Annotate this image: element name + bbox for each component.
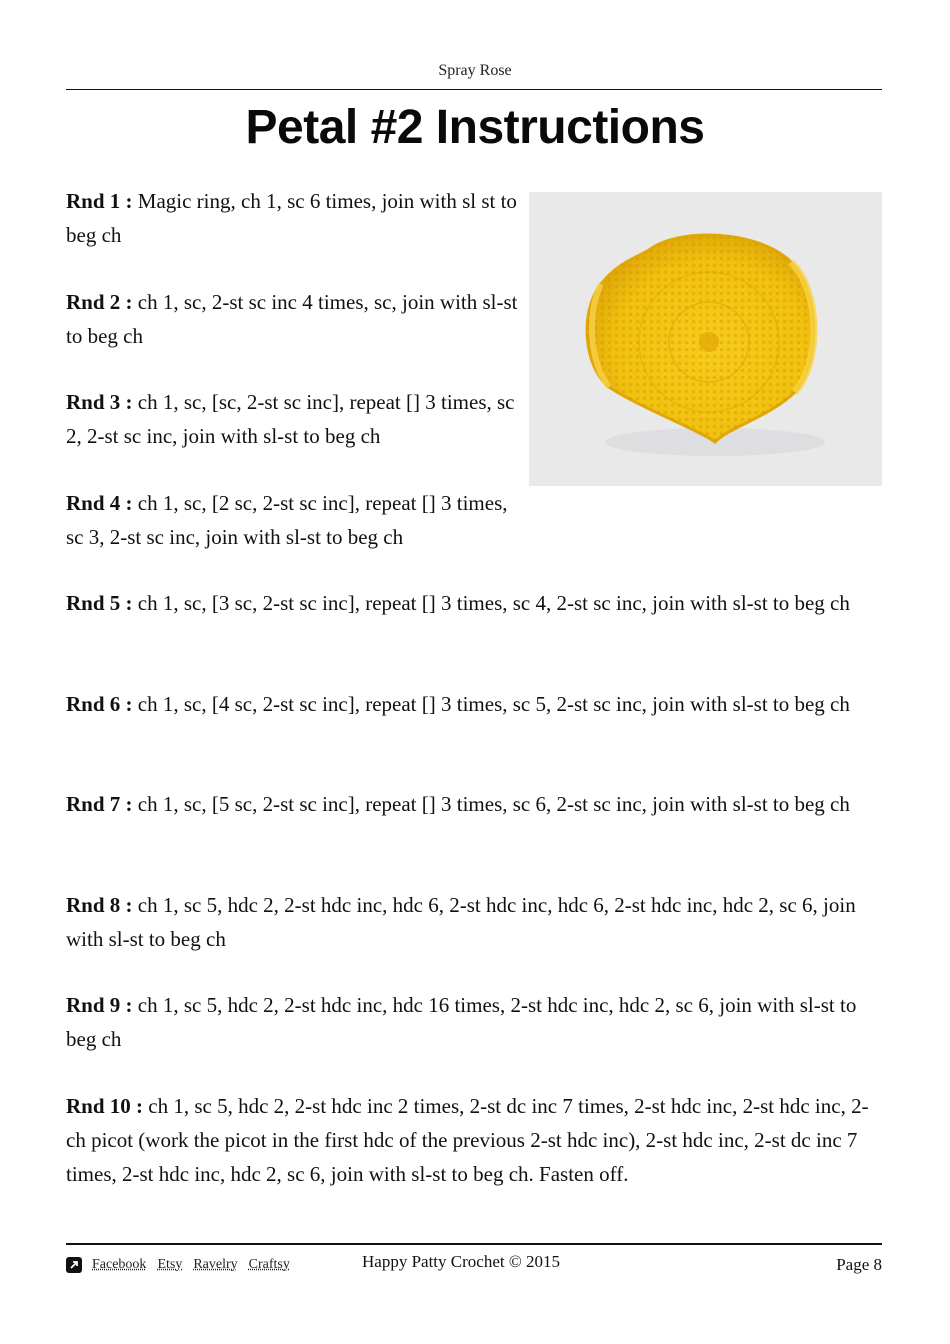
page-title: Petal #2 Instructions — [245, 101, 705, 154]
round-label: Rnd 10 : — [66, 1094, 144, 1118]
round-5 — [66, 586, 884, 620]
round-label: Rnd 6 : — [66, 692, 133, 716]
round-text: ch 1, sc 5, hdc 2, 2-st hdc inc, hdc 16 times, 2-st hdc inc, hdc 2, sc 6, join with sl-st to beg ch — [66, 993, 857, 1051]
round-text: ch 1, sc, [2 sc, 2-st sc inc], repeat [] 3 times, sc 3, 2-st sc inc, join with sl-st to beg ch — [66, 491, 508, 549]
round-10 — [66, 1089, 884, 1191]
header-rule — [66, 89, 882, 90]
round-label: Rnd 4 : — [66, 491, 133, 515]
external-link-icon — [66, 1257, 82, 1273]
round-text: ch 1, sc, [5 sc, 2-st sc inc], repeat [] 3 times, sc 6, 2-st sc inc, join with sl-st to beg ch — [132, 792, 850, 816]
round-label: Rnd 9 : — [66, 993, 133, 1017]
page-number: Page 8 — [836, 1255, 882, 1274]
crochet-petal-image — [529, 192, 882, 486]
footer-links — [66, 1255, 301, 1275]
craftsy-link[interactable]: Craftsy — [248, 1257, 290, 1272]
round-4 — [66, 486, 528, 554]
round-text: ch 1, sc, [sc, 2-st sc inc], repeat [] 3 times, sc 2, 2-st sc inc, join with sl-st to beg ch — [66, 390, 515, 448]
round-1 — [66, 184, 528, 252]
round-label: Rnd 8 : — [66, 893, 133, 917]
round-label: Rnd 1 : — [66, 189, 133, 213]
round-label: Rnd 7 : — [66, 792, 133, 816]
round-text: ch 1, sc, [3 sc, 2-st sc inc], repeat [] 3 times, sc 4, 2-st sc inc, join with sl-st to beg ch — [132, 591, 850, 615]
header-title: Spray Rose — [438, 62, 512, 79]
round-text: ch 1, sc 5, hdc 2, 2-st hdc inc 2 times, 2-st dc inc 7 times, 2-st hdc inc, 2-st hdc inc, 2-ch picot (work the picot in the first hdc of the previous 2-st hdc inc), 2-st hdc inc, 2-st dc inc 7 times, 2-st hdc inc, hdc 2, sc 6, join with sl-st to beg ch. Fasten off. — [66, 1094, 869, 1186]
ravelry-link[interactable]: Ravelry — [193, 1257, 238, 1272]
copyright: Happy Patty Crochet © 2015 — [362, 1252, 560, 1271]
footer-rule — [66, 1243, 882, 1245]
round-text: ch 1, sc, [4 sc, 2-st sc inc], repeat [] 3 times, sc 5, 2-st sc inc, join with sl-st to beg ch — [132, 692, 850, 716]
round-6 — [66, 687, 884, 721]
round-9 — [66, 988, 884, 1056]
petal-photo — [529, 192, 882, 486]
etsy-link[interactable]: Etsy — [157, 1257, 183, 1272]
round-2 — [66, 285, 528, 353]
round-label: Rnd 5 : — [66, 591, 133, 615]
round-label: Rnd 3 : — [66, 390, 133, 414]
round-text: ch 1, sc, 2-st sc inc 4 times, sc, join with sl-st to beg ch — [66, 290, 518, 348]
facebook-link[interactable]: Facebook — [92, 1257, 147, 1272]
round-3 — [66, 385, 528, 453]
round-text: ch 1, sc 5, hdc 2, 2-st hdc inc, hdc 6, 2-st hdc inc, hdc 6, 2-st hdc inc, hdc 2, sc 6, join with sl-st to beg ch — [66, 893, 856, 951]
round-8 — [66, 888, 884, 956]
round-label: Rnd 2 : — [66, 290, 133, 314]
round-text: Magic ring, ch 1, sc 6 times, join with sl st to beg ch — [66, 189, 517, 247]
round-7 — [66, 787, 884, 821]
